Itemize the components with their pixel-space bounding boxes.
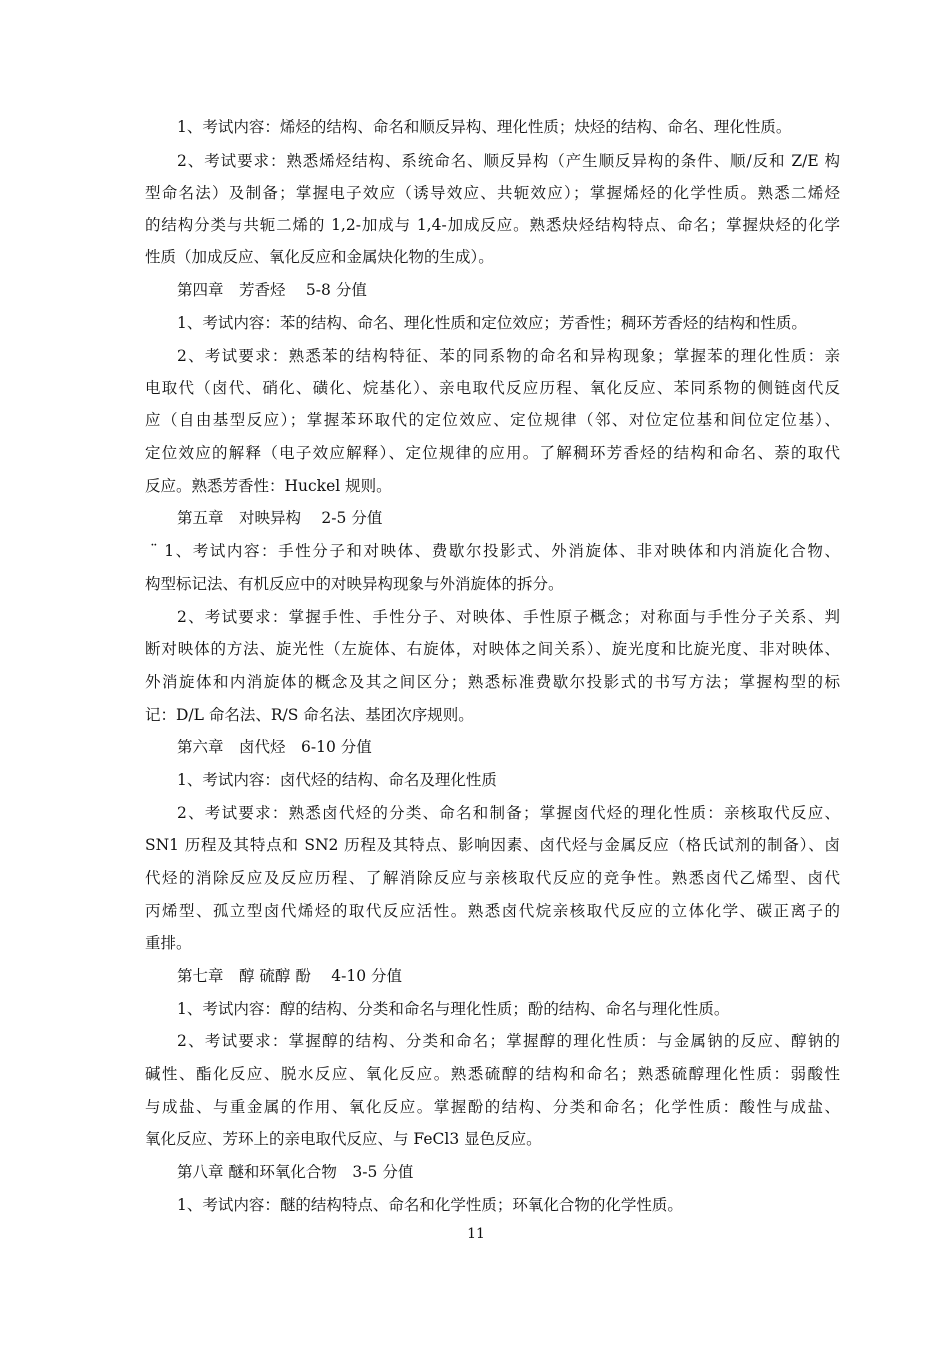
text-line: SN1 历程及其特点和 SN2 历程及其特点、影响因素、卤代烃与金属反应（格氏试剂的制备）、卤 [145,836,840,854]
text-line: 代烃的消除反应及反应历程、了解消除反应与亲核取代反应的竞争性。熟悉卤代乙烯型、卤代 [145,869,840,887]
text-line: 反应。熟悉芳香性：Huckel 规则。 [145,477,392,495]
text-line: 与成盐、与重金属的作用、氧化反应。掌握酚的结构、分类和命名；化学性质：酸性与成盐、 [145,1098,840,1116]
text-line: 1、考试内容：醚的结构特点、命名和化学性质；环氧化合物的化学性质。 [177,1196,683,1214]
text-line: 2、考试要求：熟悉苯的结构特征、苯的同系物的命名和异构现象；掌握苯的理化性质：亲 [177,347,840,365]
chapter-heading: 第八章 醚和环氧化合物 3-5 分值 [177,1163,414,1181]
text-line: 丙烯型、孤立型卤代烯烃的取代反应活性。熟悉卤代烷亲核取代反应的立体化学、碳正离子的 [145,902,840,920]
text-line: 构型标记法、有机反应中的对映异构现象与外消旋体的拆分。 [145,575,564,593]
text-line: 2、考试要求：熟悉卤代烃的分类、命名和制备；掌握卤代烃的理化性质：亲核取代反应、 [177,804,840,822]
text-line: 氧化反应、芳环上的亲电取代反应、与 FeCl3 显色反应。 [145,1130,542,1148]
text-line: 电取代（卤代、硝化、磺化、烷基化）、亲电取代反应历程、氧化反应、苯同系物的侧链卤代反 [145,379,840,397]
text-line: 的结构分类与共轭二烯的 1,2-加成与 1,4-加成反应。熟悉炔烃结构特点、命名；掌握炔烃的化学 [145,216,840,234]
text-line: 重排。 [145,934,192,952]
text-line: 记：D/L 命名法、R/S 命名法、基团次序规则。 [145,706,474,724]
chapter-heading: 第五章 对映异构 2-5 分值 [177,509,383,527]
chapter-heading: 第六章 卤代烃 6-10 分值 [177,738,372,756]
text-line: 应（自由基型反应）；掌握苯环取代的定位效应、定位规律（邻、对位定位基和间位定位基）、 [145,411,840,429]
text-line: 1、考试内容：烯烃的结构、命名和顺反异构、理化性质；炔烃的结构、命名、理化性质。 [177,118,792,136]
page-number: 11 [467,1226,485,1242]
text-line: 断对映体的方法、旋光性（左旋体、右旋体，对映体之间关系）、旋光度和比旋光度、非对映体、 [145,640,840,658]
text-line: 2、考试要求：掌握醇的结构、分类和命名；掌握醇的理化性质：与金属钠的反应、醇钠的 [177,1032,840,1050]
text-line: 外消旋体和内消旋体的概念及其之间区分；熟悉标准费歇尔投影式的书写方法；掌握构型的标 [145,673,840,691]
text-line: 碱性、酯化反应、脱水反应、氧化反应。熟悉硫醇的结构和命名；熟悉硫醇理化性质：弱酸性 [145,1065,840,1083]
chapter-heading: 第四章 芳香烃 5-8 分值 [177,281,367,299]
text-line: 2、考试要求：掌握手性、手性分子、对映体、手性原子概念；对称面与手性分子关系、判 [177,608,840,626]
text-line: 1、考试内容：苯的结构、命名、理化性质和定位效应；芳香性；稠环芳香烃的结构和性质。 [177,314,807,332]
text-line: 1、考试内容：醇的结构、分类和命名与理化性质；酚的结构、命名与理化性质。 [177,1000,730,1018]
chapter-heading: 第七章 醇 硫醇 酚 4-10 分值 [177,967,403,985]
text-line: 2、考试要求：熟悉烯烃结构、系统命名、顺反异构（产生顺反异构的条件、顺/反和 Z/E 构 [177,152,840,170]
text-line: 性质（加成反应、氧化反应和金属炔化物的生成）。 [145,248,494,266]
text-line: 型命名法）及制备；掌握电子效应（诱导效应、共轭效应）；掌握烯烃的化学性质。熟悉二烯烃 [145,184,840,202]
text-line: ¨ 1、考试内容：手性分子和对映体、费歇尔投影式、外消旋体、非对映体和内消旋化合物、 [150,542,840,560]
text-line: 1、考试内容：卤代烃的结构、命名及理化性质 [177,771,497,789]
text-line: 定位效应的解释（电子效应解释）、定位规律的应用。了解稠环芳香烃的结构和命名、萘的取代 [145,444,840,462]
